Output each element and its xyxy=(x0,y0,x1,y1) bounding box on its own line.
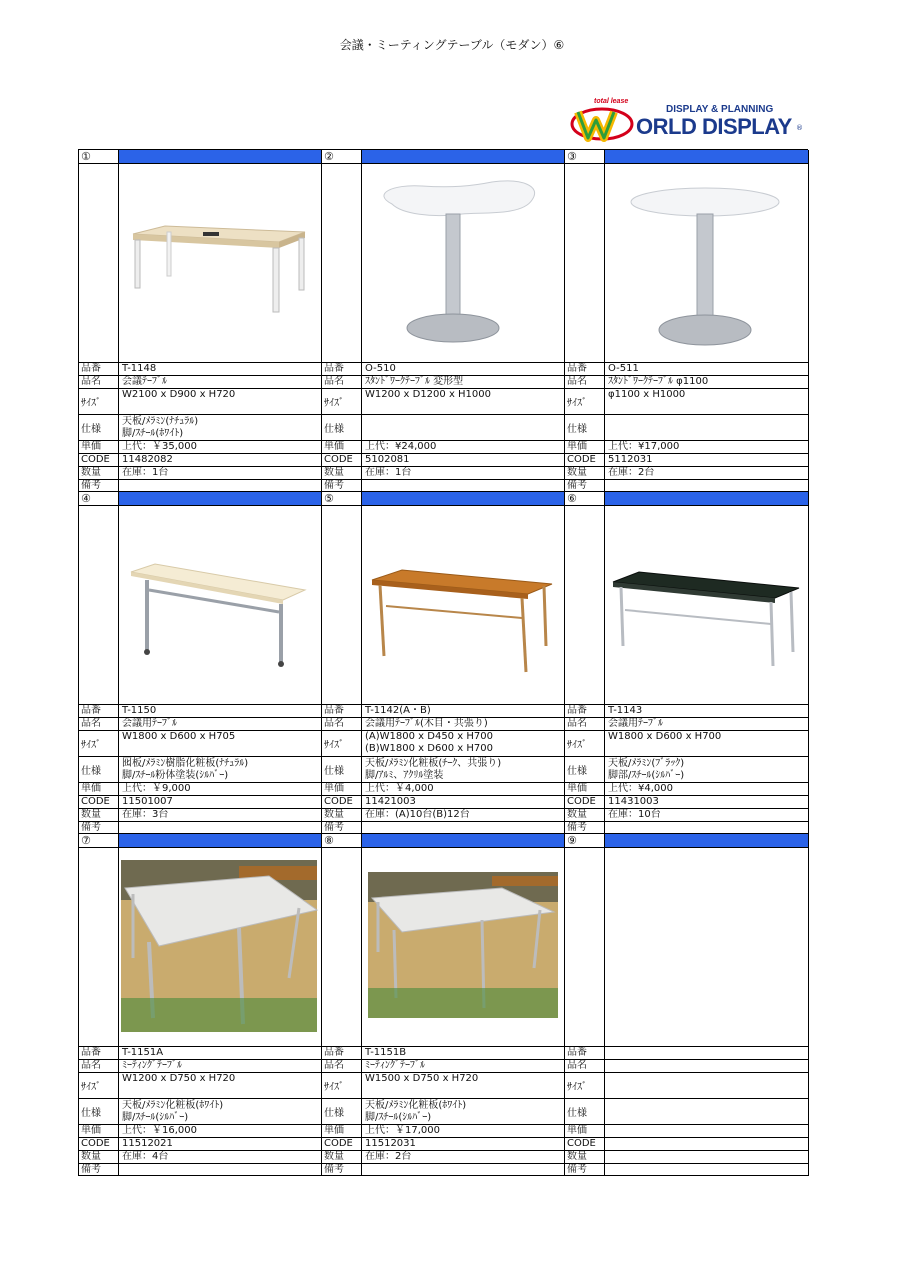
row-hinmei xyxy=(322,718,564,731)
value-hinmei xyxy=(605,1060,808,1072)
label-hinmei: 品名 xyxy=(79,718,119,730)
product-image xyxy=(362,848,564,1046)
row-hinban xyxy=(322,363,564,376)
value-spec-1: 天板/ﾒﾗﾐﾝ化粧板(ﾎﾜｲﾄ) xyxy=(122,1100,224,1111)
product-image xyxy=(362,506,564,704)
row-code xyxy=(79,1138,321,1151)
product-image-cell xyxy=(565,506,808,705)
value-note xyxy=(362,822,564,833)
value-code: 11512031 xyxy=(365,1138,416,1149)
value-qty xyxy=(605,1151,808,1163)
card-header xyxy=(322,492,564,506)
row-qty xyxy=(79,1151,321,1164)
label-price: 単価 xyxy=(322,441,362,453)
row-spec xyxy=(79,757,321,783)
row-hinmei xyxy=(79,1060,321,1073)
card-header xyxy=(565,150,808,164)
card-header-bar xyxy=(362,834,564,847)
row-spec xyxy=(565,415,808,441)
row-code xyxy=(322,454,564,467)
row-qty xyxy=(565,467,808,480)
value-hinmei: ﾐｰﾃｨﾝｸﾞﾃｰﾌﾞﾙ xyxy=(365,1060,425,1071)
row-spec xyxy=(565,757,808,783)
row-qty xyxy=(322,809,564,822)
value-size-2: (B)W1800 x D600 x H700 xyxy=(365,743,493,754)
label-qty: 数量 xyxy=(565,809,605,821)
value-price: 上代：￥9,000 xyxy=(122,783,191,794)
value-qty: 在庫：1台 xyxy=(365,467,412,478)
label-code: CODE xyxy=(79,454,119,466)
label-hinban: 品番 xyxy=(79,1047,119,1059)
label-code: CODE xyxy=(565,796,605,808)
row-size xyxy=(565,1073,808,1099)
label-size: ｻｲｽﾞ xyxy=(79,1073,119,1098)
row-price xyxy=(79,783,321,796)
label-qty: 数量 xyxy=(79,809,119,821)
logo-small-text: total lease xyxy=(594,98,629,105)
value-spec-2: 脚/ｱﾙﾐ、ｱｸﾘﾙ塗装 xyxy=(365,770,444,781)
row-note xyxy=(79,1164,321,1176)
label-hinmei: 品名 xyxy=(322,376,362,388)
label-qty: 数量 xyxy=(322,1151,362,1163)
card-number: ④ xyxy=(79,492,119,505)
card-header-bar xyxy=(605,492,808,505)
label-spec: 仕様 xyxy=(322,757,362,782)
value-hinmei: ｽﾀﾝﾄﾞﾜｰｸﾃｰﾌﾞﾙ 変形型 xyxy=(365,376,464,387)
value-qty: 在庫：10台 xyxy=(608,809,661,820)
row-code xyxy=(565,454,808,467)
row-note xyxy=(79,822,321,834)
row-hinmei xyxy=(565,1060,808,1073)
row-note xyxy=(79,480,321,492)
row-spec xyxy=(79,1099,321,1125)
product-card-4 xyxy=(79,492,322,834)
logo-registered-mark: ® xyxy=(796,124,803,132)
value-spec-1: 天板/ﾒﾗﾐﾝ(ﾅﾁｭﾗﾙ) xyxy=(122,416,199,427)
value-size-1: W1500 x D750 x H720 xyxy=(365,1073,479,1084)
value-size-1: (A)W1800 x D450 x H700 xyxy=(365,731,493,742)
row-size xyxy=(79,1073,321,1099)
product-card-7 xyxy=(79,834,322,1176)
label-hinban: 品番 xyxy=(322,705,362,717)
card-header xyxy=(79,150,321,164)
card-number: ② xyxy=(322,150,362,163)
value-hinmei: 会議用ﾃｰﾌﾞﾙ xyxy=(608,718,663,729)
label-code: CODE xyxy=(79,796,119,808)
label-qty: 数量 xyxy=(565,467,605,479)
value-size-1: φ1100 x H1000 xyxy=(608,389,686,400)
value-hinmei: 会議ﾃｰﾌﾞﾙ xyxy=(122,376,167,387)
card-header xyxy=(79,834,321,848)
value-size-1: W1800 x D600 x H700 xyxy=(608,731,722,742)
card-header xyxy=(79,492,321,506)
product-image-cell xyxy=(322,506,564,705)
value-hinban: T-1142(A・B) xyxy=(365,705,431,716)
label-code: CODE xyxy=(79,1138,119,1150)
label-price: 単価 xyxy=(565,1125,605,1137)
product-card-9 xyxy=(565,834,809,1176)
row-spec xyxy=(322,757,564,783)
product-image xyxy=(362,164,564,362)
logo-name: ORLD DISPLAY xyxy=(636,114,792,139)
row-hinmei xyxy=(565,376,808,389)
row-note xyxy=(565,480,808,492)
label-spec: 仕様 xyxy=(79,757,119,782)
value-code: 11421003 xyxy=(365,796,416,807)
row-price xyxy=(322,783,564,796)
label-qty: 数量 xyxy=(79,1151,119,1163)
value-hinban: T-1151A xyxy=(122,1047,164,1058)
page-title: 会議・ミーティングテーブル（モダン）⑥ xyxy=(339,38,565,52)
product-card-3 xyxy=(565,150,809,492)
row-hinmei xyxy=(79,718,321,731)
value-price: 上代：￥35,000 xyxy=(122,441,197,452)
label-hinmei: 品名 xyxy=(322,1060,362,1072)
row-hinban xyxy=(322,1047,564,1060)
card-number: ⑧ xyxy=(322,834,362,847)
label-qty: 数量 xyxy=(322,809,362,821)
label-hinban: 品番 xyxy=(565,1047,605,1059)
row-note xyxy=(322,480,564,492)
value-code: 11482082 xyxy=(122,454,173,465)
card-header xyxy=(565,834,808,848)
label-price: 単価 xyxy=(79,783,119,795)
label-note: 備考 xyxy=(79,480,119,491)
row-hinban xyxy=(565,1047,808,1060)
card-number: ⑤ xyxy=(322,492,362,505)
label-spec: 仕様 xyxy=(322,1099,362,1124)
value-note xyxy=(362,480,564,491)
value-code: 11431003 xyxy=(608,796,659,807)
row-hinmei xyxy=(322,1060,564,1073)
product-image-cell xyxy=(79,506,321,705)
value-note xyxy=(605,1164,808,1175)
product-card-5 xyxy=(322,492,565,834)
label-size: ｻｲｽﾞ xyxy=(565,1073,605,1098)
product-image xyxy=(119,848,321,1046)
row-size xyxy=(322,1073,564,1099)
product-image xyxy=(605,164,808,362)
label-qty: 数量 xyxy=(565,1151,605,1163)
label-price: 単価 xyxy=(565,783,605,795)
label-price: 単価 xyxy=(565,441,605,453)
value-note xyxy=(119,822,321,833)
row-hinban xyxy=(322,705,564,718)
row-price xyxy=(322,441,564,454)
card-header-bar xyxy=(119,150,321,163)
label-note: 備考 xyxy=(79,1164,119,1175)
value-spec-2: 脚/ｽﾁｰﾙ(ｼﾙﾊﾞｰ) xyxy=(365,1112,432,1123)
label-size: ｻｲｽﾞ xyxy=(79,731,119,756)
card-header-bar xyxy=(362,492,564,505)
label-note: 備考 xyxy=(322,480,362,491)
card-header-bar xyxy=(119,492,321,505)
label-spec: 仕様 xyxy=(565,757,605,782)
value-spec-2: 脚/ｽﾁｰﾙ(ｼﾙﾊﾞｰ) xyxy=(122,1112,189,1123)
value-spec-1: 天板/ﾒﾗﾐﾝ化粧板(ﾎﾜｲﾄ) xyxy=(365,1100,467,1111)
row-size xyxy=(322,389,564,415)
row-qty xyxy=(79,809,321,822)
value-qty: 在庫：1台 xyxy=(122,467,169,478)
label-note: 備考 xyxy=(565,1164,605,1175)
row-size xyxy=(565,731,808,757)
product-image-cell xyxy=(565,848,808,1047)
row-qty xyxy=(565,809,808,822)
label-code: CODE xyxy=(565,454,605,466)
label-hinmei: 品名 xyxy=(565,1060,605,1072)
value-note xyxy=(605,480,808,491)
value-hinban: T-1143 xyxy=(608,705,643,716)
label-size: ｻｲｽﾞ xyxy=(565,731,605,756)
row-spec xyxy=(322,415,564,441)
row-qty xyxy=(79,467,321,480)
card-number: ⑦ xyxy=(79,834,119,847)
label-code: CODE xyxy=(322,1138,362,1150)
value-note xyxy=(119,1164,321,1175)
label-size: ｻｲｽﾞ xyxy=(322,1073,362,1098)
row-hinmei xyxy=(322,376,564,389)
label-note: 備考 xyxy=(565,480,605,491)
card-header-bar xyxy=(119,834,321,847)
label-spec: 仕様 xyxy=(79,1099,119,1124)
value-hinban: T-1150 xyxy=(122,705,157,716)
row-price xyxy=(79,1125,321,1138)
value-hinmei: 会議用ﾃｰﾌﾞﾙ xyxy=(122,718,177,729)
label-hinban: 品番 xyxy=(322,363,362,375)
label-note: 備考 xyxy=(322,1164,362,1175)
label-hinban: 品番 xyxy=(79,705,119,717)
value-code: 5102081 xyxy=(365,454,410,465)
label-hinban: 品番 xyxy=(79,363,119,375)
value-size-1: W1800 x D600 x H705 xyxy=(122,731,236,742)
value-price: 上代：¥4,000 xyxy=(608,783,673,794)
row-price xyxy=(565,1125,808,1138)
product-image xyxy=(605,506,808,704)
value-size-1: W2100 x D900 x H720 xyxy=(122,389,236,400)
label-size: ｻｲｽﾞ xyxy=(322,389,362,414)
value-price: 上代：￥4,000 xyxy=(365,783,434,794)
card-header-bar xyxy=(362,150,564,163)
row-note xyxy=(565,1164,808,1176)
row-size xyxy=(79,389,321,415)
label-hinban: 品番 xyxy=(565,705,605,717)
value-hinmei: 会議用ﾃｰﾌﾞﾙ(木目・共張り) xyxy=(365,718,488,729)
label-code: CODE xyxy=(565,1138,605,1150)
product-image xyxy=(605,848,808,1046)
value-note xyxy=(362,1164,564,1175)
row-price xyxy=(79,441,321,454)
label-spec: 仕様 xyxy=(565,1099,605,1124)
row-code xyxy=(322,1138,564,1151)
value-note xyxy=(119,480,321,491)
row-hinmei xyxy=(79,376,321,389)
row-qty xyxy=(322,1151,564,1164)
row-spec xyxy=(565,1099,808,1125)
value-hinban: T-1151B xyxy=(365,1047,407,1058)
value-spec-1: 囮板/ﾒﾗﾐﾝ樹脂化粧板(ﾅﾁｭﾗﾙ) xyxy=(122,758,249,769)
row-hinban xyxy=(565,363,808,376)
row-price xyxy=(322,1125,564,1138)
label-note: 備考 xyxy=(322,822,362,833)
label-hinmei: 品名 xyxy=(565,376,605,388)
card-header xyxy=(322,834,564,848)
row-qty xyxy=(322,467,564,480)
row-size xyxy=(322,731,564,757)
row-price xyxy=(565,441,808,454)
card-number: ⑥ xyxy=(565,492,605,505)
value-hinmei: ﾐｰﾃｨﾝｸﾞﾃｰﾌﾞﾙ xyxy=(122,1060,182,1071)
value-price: 上代：¥17,000 xyxy=(608,441,680,452)
row-code xyxy=(565,796,808,809)
card-number: ⑨ xyxy=(565,834,605,847)
label-size: ｻｲｽﾞ xyxy=(79,389,119,414)
value-qty: 在庫：(A)10台(B)12台 xyxy=(365,809,470,820)
value-spec-2: 脚部/ｽﾁｰﾙ(ｼﾙﾊﾞｰ) xyxy=(608,770,685,781)
row-price xyxy=(565,783,808,796)
label-qty: 数量 xyxy=(322,467,362,479)
row-size xyxy=(565,389,808,415)
row-note xyxy=(322,822,564,834)
card-header-bar xyxy=(605,834,808,847)
label-size: ｻｲｽﾞ xyxy=(322,731,362,756)
product-card-1 xyxy=(79,150,322,492)
value-hinban: T-1148 xyxy=(122,363,157,374)
value-spec-2: 脚/ｽﾁｰﾙ粉体塗装(ｼﾙﾊﾞｰ) xyxy=(122,770,229,781)
row-code xyxy=(565,1138,808,1151)
product-grid xyxy=(78,149,808,1176)
card-header xyxy=(565,492,808,506)
value-hinmei: ｽﾀﾝﾄﾞﾜｰｸﾃｰﾌﾞﾙ φ1100 xyxy=(608,376,709,387)
value-qty: 在庫：3台 xyxy=(122,809,169,820)
row-spec xyxy=(79,415,321,441)
row-qty xyxy=(565,1151,808,1164)
value-code xyxy=(605,1138,808,1150)
value-size-1: W1200 x D750 x H720 xyxy=(122,1073,236,1084)
row-code xyxy=(79,796,321,809)
w-logo-icon xyxy=(570,102,634,142)
value-spec-1: 天板/ﾒﾗﾐﾝ化粧板(ﾁｰｸ、共張り) xyxy=(365,758,502,769)
row-note xyxy=(322,1164,564,1176)
product-image-cell xyxy=(322,164,564,363)
value-price: 上代：￥17,000 xyxy=(365,1125,440,1136)
label-hinmei: 品名 xyxy=(322,718,362,730)
label-note: 備考 xyxy=(565,822,605,833)
row-note xyxy=(565,822,808,834)
label-hinban: 品番 xyxy=(565,363,605,375)
value-code: 5112031 xyxy=(608,454,653,465)
product-image-cell xyxy=(565,164,808,363)
logo-tagline: DISPLAY & PLANNING xyxy=(666,104,774,115)
value-hinban: O-510 xyxy=(365,363,396,374)
card-number: ③ xyxy=(565,150,605,163)
label-hinmei: 品名 xyxy=(565,718,605,730)
label-spec: 仕様 xyxy=(79,415,119,440)
value-qty: 在庫：4台 xyxy=(122,1151,169,1162)
row-hinban xyxy=(79,1047,321,1060)
value-code: 11512021 xyxy=(122,1138,173,1149)
card-header xyxy=(322,150,564,164)
value-hinban xyxy=(605,1047,808,1059)
value-code: 11501007 xyxy=(122,796,173,807)
value-note xyxy=(605,822,808,833)
product-image-cell xyxy=(79,164,321,363)
row-code xyxy=(79,454,321,467)
card-number: ① xyxy=(79,150,119,163)
row-hinmei xyxy=(565,718,808,731)
label-hinmei: 品名 xyxy=(79,376,119,388)
label-code: CODE xyxy=(322,796,362,808)
value-spec-1: 天板/ﾒﾗﾐﾝ(ﾌﾞﾗｯｸ) xyxy=(608,758,685,769)
value-hinban: O-511 xyxy=(608,363,639,374)
value-spec-2: 脚/ｽﾁｰﾙ(ﾎﾜｲﾄ) xyxy=(122,428,184,439)
label-spec: 仕様 xyxy=(565,415,605,440)
value-price: 上代：￥16,000 xyxy=(122,1125,197,1136)
value-price: 上代：¥24,000 xyxy=(365,441,437,452)
row-code xyxy=(322,796,564,809)
label-hinmei: 品名 xyxy=(79,1060,119,1072)
label-price: 単価 xyxy=(79,1125,119,1137)
value-qty: 在庫：2台 xyxy=(365,1151,412,1162)
label-note: 備考 xyxy=(79,822,119,833)
product-image-cell xyxy=(322,848,564,1047)
row-hinban xyxy=(565,705,808,718)
card-header-bar xyxy=(605,150,808,163)
label-price: 単価 xyxy=(322,783,362,795)
world-display-logo xyxy=(568,98,808,146)
value-price xyxy=(605,1125,808,1137)
product-card-2 xyxy=(322,150,565,492)
value-size-1: W1200 x D1200 x H1000 xyxy=(365,389,492,400)
row-size xyxy=(79,731,321,757)
label-code: CODE xyxy=(322,454,362,466)
label-qty: 数量 xyxy=(79,467,119,479)
label-spec: 仕様 xyxy=(322,415,362,440)
label-price: 単価 xyxy=(79,441,119,453)
label-price: 単価 xyxy=(322,1125,362,1137)
label-size: ｻｲｽﾞ xyxy=(565,389,605,414)
product-image xyxy=(119,164,321,362)
label-hinban: 品番 xyxy=(322,1047,362,1059)
value-qty: 在庫：2台 xyxy=(608,467,655,478)
row-spec xyxy=(322,1099,564,1125)
product-image-cell xyxy=(79,848,321,1047)
row-hinban xyxy=(79,705,321,718)
row-hinban xyxy=(79,363,321,376)
product-card-8 xyxy=(322,834,565,1176)
product-card-6 xyxy=(565,492,809,834)
product-image xyxy=(119,506,321,704)
